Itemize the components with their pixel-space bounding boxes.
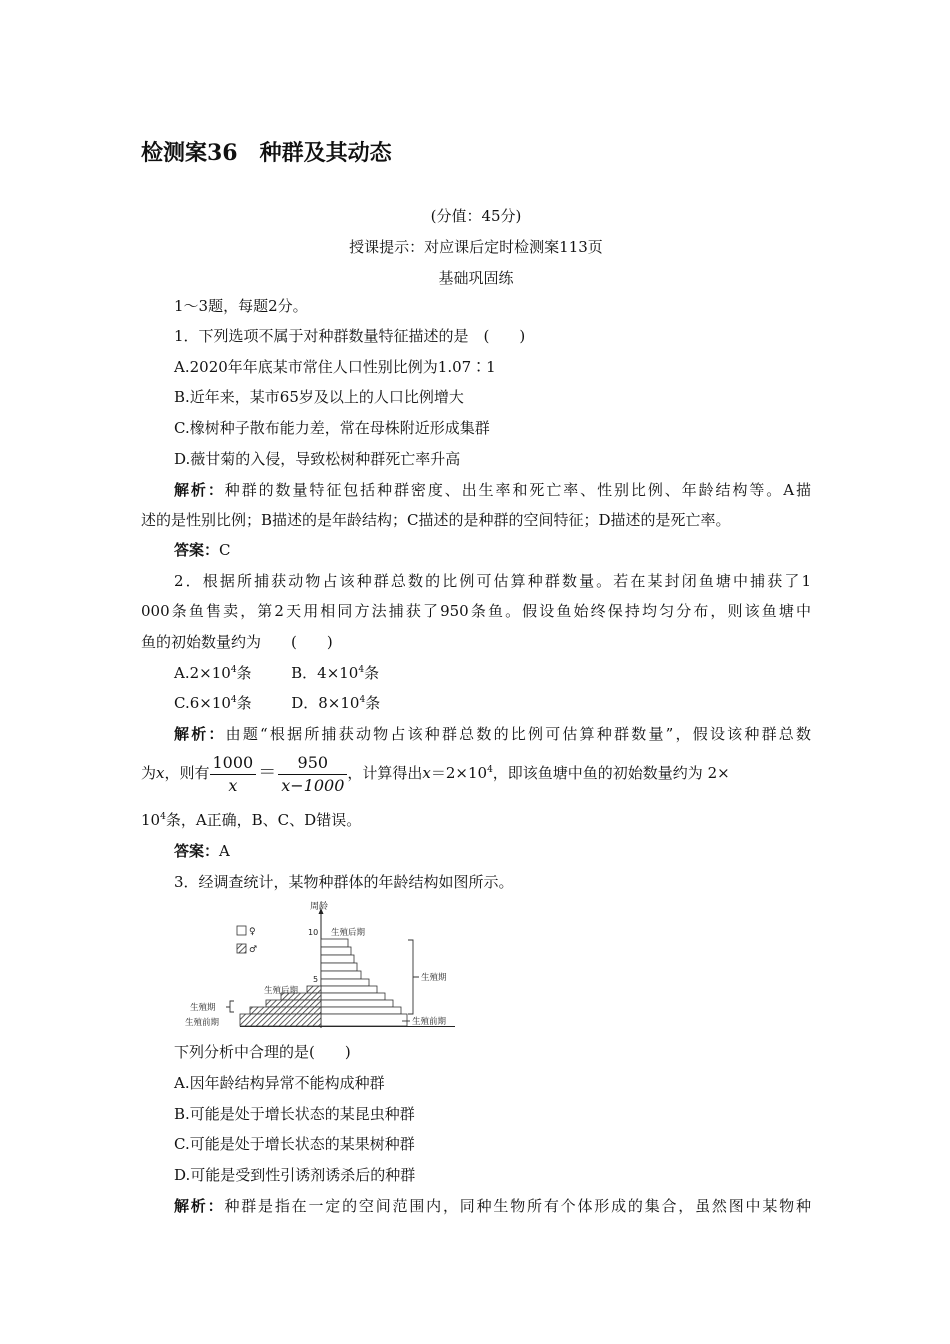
q2-explanation-line2: 为x，则有 $\frac{1000}{x}$ ＝ $\frac{950}{x-1000}$ ，计算得出$x=2\times 10^4$，即该鱼塘中鱼的初始数量约为 2× [141, 752, 730, 795]
male-post-repro-label: 生殖后期 [264, 986, 299, 996]
section-heading: 基础巩固练 [438, 269, 514, 287]
q2-option-c: $C.6\times 10^4$条 [174, 694, 252, 712]
score-note: (分值：45分) [430, 207, 522, 225]
q1-stem: 1．下列选项不属于对种群数量特征描述的是 ( ) [174, 327, 526, 345]
repro-bracket-left [226, 1001, 234, 1012]
q2-explanation-label: 解析： [174, 725, 226, 743]
female-bar-3 [321, 993, 385, 1000]
male-bar-1 [240, 1014, 321, 1026]
q1-answer [141, 540, 811, 560]
legend-female-swatch [237, 926, 246, 935]
female-bar-1 [321, 1007, 401, 1014]
q1-explanation-text: 种群的数量特征包括种群密度、出生率和死亡率、性别比例、年龄结构等。A描 [224, 481, 811, 499]
q2-option-d: D．$8\times 10^4$条 [291, 694, 381, 712]
fraction-2: $\frac{950}{x-1000}$ [278, 752, 347, 797]
q3-option-a: A.因年龄结构异常不能构成种群 [174, 1074, 385, 1092]
lesson-hint: 授课提示：对应课后定时检测案113页 [349, 238, 603, 256]
q2-explanation-line1 [141, 724, 811, 744]
q2-stem-line1: 2．根据所捕获动物占该种群总数的比例可估算种群数量。若在某封闭鱼塘中捕获了1 [174, 572, 811, 590]
q1-option-b: B.近年来，某市65岁及以上的人口比例增大 [174, 388, 464, 406]
legend-female-symbol: ♀ [249, 927, 256, 937]
points-note: 1～3题，每题2分。 [174, 297, 308, 315]
q3-option-d: D.可能是受到性引诱剂诱杀后的种群 [174, 1166, 416, 1184]
female-bar-10 [321, 939, 348, 947]
q1-answer-value: C [219, 541, 231, 559]
male-bar-3 [266, 1000, 321, 1007]
legend-male-symbol: ♂ [249, 945, 258, 955]
female-bar-5 [321, 979, 369, 986]
q3-explanation-label: 解析： [174, 1197, 225, 1215]
fraction-1: $\frac{1000}{x}$ [210, 752, 257, 797]
legend-male-swatch [237, 944, 246, 953]
female-bar-4 [321, 986, 377, 993]
q1-explanation-line1 [141, 480, 811, 500]
male-bar-2 [250, 1007, 321, 1014]
q3-option-c: C.可能是处于增长状态的某果树种群 [174, 1135, 415, 1153]
q1-option-c: C.橡树种子散布能力差，常在母株附近形成集群 [174, 419, 490, 437]
female-bar-8 [321, 955, 354, 963]
tick-5: 5 [313, 975, 319, 984]
pre-repro-label-right: 生殖前期 [412, 1017, 447, 1027]
age-structure-figure [180, 898, 470, 1034]
q2-options-cd [141, 693, 811, 713]
q2-stem-line2: 000条鱼售卖，第2天用相同方法捕获了950条鱼。假设鱼始终保持均匀分布，则该鱼塘中 [141, 602, 811, 620]
female-bar-9 [321, 947, 351, 955]
q3-stem: 3．经调查统计，某物种群体的年龄结构如图所示。 [174, 873, 514, 891]
q2-explanation-line3: $10^4$条，A正确，B、C、D错误。 [141, 811, 362, 829]
q2-option-a: $A.2\times 10^4$条 [174, 664, 252, 682]
q3-explanation-line1 [141, 1196, 811, 1216]
repro-bracket-right [408, 940, 419, 1014]
female-bar-0 [321, 1014, 407, 1026]
q2-answer [141, 841, 811, 861]
q1-explanation-line2: 述的是性别比例；B描述的是年龄结构；C描述的是种群的空间特征；D描述的是死亡率。 [141, 511, 731, 529]
female-bar-6 [321, 971, 361, 979]
q3-question: 下列分析中合理的是( ) [174, 1043, 351, 1061]
pre-repro-label-left: 生殖前期 [185, 1018, 220, 1028]
q1-explanation-label: 解析： [174, 481, 225, 499]
q1-answer-label: 答案： [174, 541, 220, 559]
q3-explanation-text: 种群是指在一定的空间范围内，同种生物所有个体形成的集合，虽然图中某物种 [224, 1197, 811, 1215]
q2-option-b: B．$4\times 10^4$条 [291, 664, 380, 682]
repro-label-left: 生殖期 [190, 1003, 216, 1013]
q2-answer-label: 答案： [174, 842, 220, 860]
q2-stem-line3: 鱼的初始数量约为 ( ) [141, 633, 333, 651]
q2-options-ab [141, 663, 811, 683]
female-post-repro-label: 生殖后期 [331, 928, 366, 938]
female-bar-2 [321, 1000, 393, 1007]
q2-answer-value: A [219, 842, 230, 860]
tick-10: 10 [308, 928, 319, 937]
repro-label-right: 生殖期 [421, 973, 447, 983]
y-axis-label: 周龄 [310, 902, 329, 912]
female-bar-7 [321, 963, 357, 971]
q1-option-a: A.2020年年底某市常住人口性别比例为1.07∶1 [174, 358, 496, 376]
q1-option-d: D.薇甘菊的入侵，导致松树种群死亡率升高 [174, 450, 461, 468]
female-bars [321, 939, 407, 1026]
q2-explanation-text: 由题“根据所捕获动物占该种群总数的比例可估算种群数量”，假设该种群总数 [225, 725, 811, 743]
page-title: 检测案36 种群及其动态 [141, 140, 392, 166]
male-bar-5 [307, 986, 321, 993]
q3-option-b: B.可能是处于增长状态的某昆虫种群 [174, 1105, 415, 1123]
